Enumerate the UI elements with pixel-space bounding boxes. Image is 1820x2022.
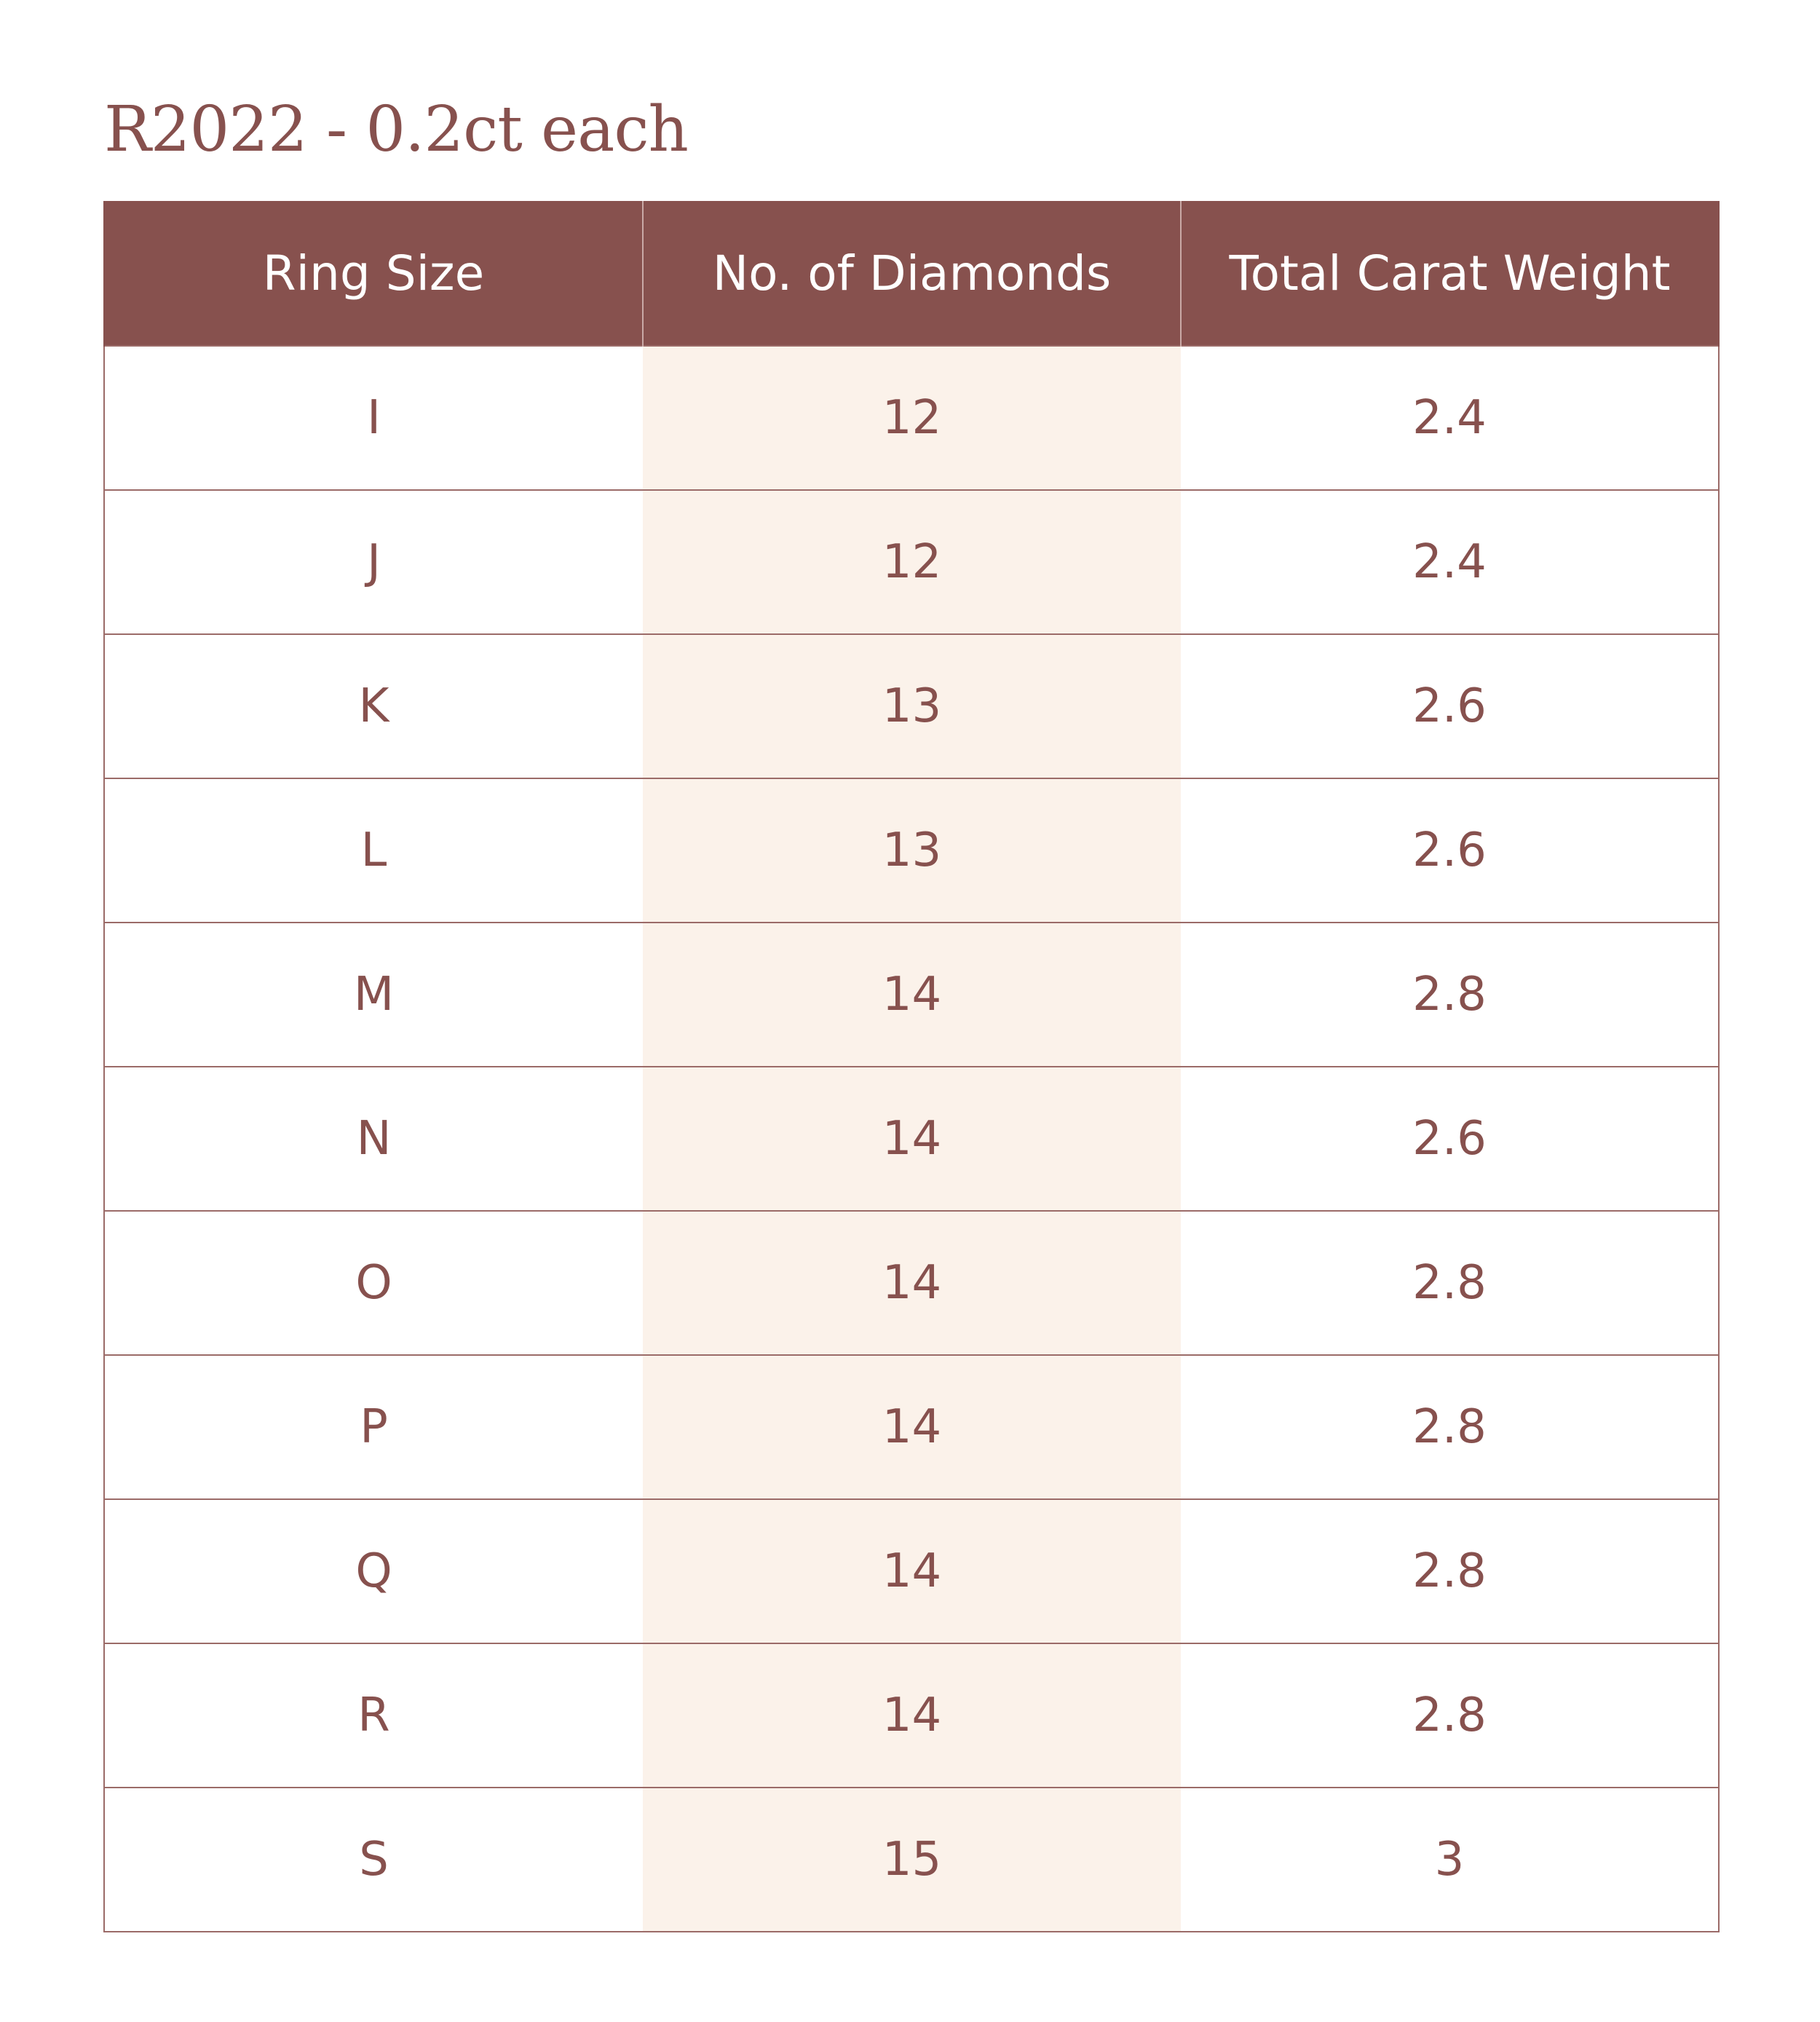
cell-no-of-diamonds: 15 [643,1788,1181,1932]
cell-ring-size: J [104,490,643,634]
cell-total-carat-weight: 2.8 [1181,1211,1719,1355]
cell-ring-size: L [104,778,643,923]
cell-total-carat-weight: 2.8 [1181,1643,1719,1788]
table-header-row [104,201,1719,346]
cell-total-carat-weight: 2.8 [1181,1499,1719,1643]
cell-total-carat-weight: 2.8 [1181,1355,1719,1499]
cell-ring-size: O [104,1211,643,1355]
cell-no-of-diamonds: 13 [643,778,1181,923]
cell-ring-size: P [104,1355,643,1499]
cell-no-of-diamonds: 14 [643,1499,1181,1643]
cell-total-carat-weight: 3 [1181,1788,1719,1932]
cell-no-of-diamonds: 12 [643,490,1181,634]
cell-total-carat-weight: 2.4 [1181,490,1719,634]
table-row [104,1211,1719,1355]
ring-size-table [103,201,1720,1932]
header-no-of-diamonds: No. of Diamonds [643,201,1181,346]
cell-total-carat-weight: 2.6 [1181,1067,1719,1211]
cell-total-carat-weight: 2.4 [1181,346,1719,490]
table-row [104,346,1719,490]
header-total-carat-weight: Total Carat Weight [1181,201,1719,346]
cell-no-of-diamonds: 14 [643,1067,1181,1211]
cell-no-of-diamonds: 14 [643,1355,1181,1499]
table-row [104,1788,1719,1932]
table-row [104,923,1719,1067]
cell-no-of-diamonds: 13 [643,634,1181,778]
table-row [104,778,1719,923]
header-ring-size: Ring Size [104,201,643,346]
cell-no-of-diamonds: 12 [643,346,1181,490]
cell-ring-size: S [104,1788,643,1932]
cell-ring-size: I [104,346,643,490]
table-row [104,1355,1719,1499]
cell-ring-size: Q [104,1499,643,1643]
cell-no-of-diamonds: 14 [643,1211,1181,1355]
table-row [104,1067,1719,1211]
page-title: R2022 - 0.2ct each [104,93,688,166]
table-row [104,634,1719,778]
cell-ring-size: R [104,1643,643,1788]
cell-ring-size: M [104,923,643,1067]
cell-ring-size: N [104,1067,643,1211]
cell-total-carat-weight: 2.6 [1181,634,1719,778]
table-row [104,1499,1719,1643]
cell-total-carat-weight: 2.6 [1181,778,1719,923]
cell-no-of-diamonds: 14 [643,923,1181,1067]
cell-ring-size: K [104,634,643,778]
table-row [104,490,1719,634]
cell-no-of-diamonds: 14 [643,1643,1181,1788]
cell-total-carat-weight: 2.8 [1181,923,1719,1067]
table-row [104,1643,1719,1788]
